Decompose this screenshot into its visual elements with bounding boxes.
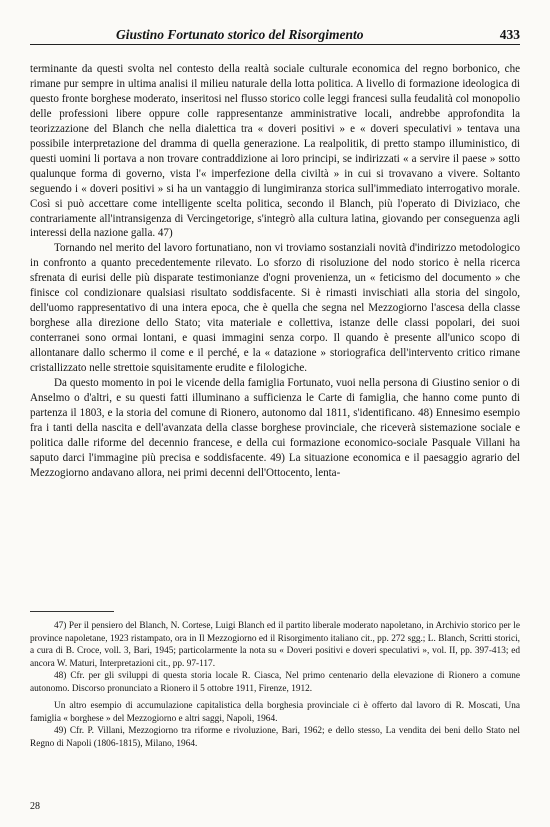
paragraph-2: Tornando nel merito del lavoro fortunatiano, non vi troviamo sostanziali novità d'indirizzo metodologico in confronto a quanto precedentemente rilevato. Lo sforzo di risoluzione del nodo storico è nella ricerca sfrenata di eurisi delle più disparate testimonianze d'ogni provenienza, un « feticismo del documento » che finisce col condizionare qualsiasi risultato soddisfacente. Si è rimasti invischiati alla storia del singolo, dell'uomo rappresentativo di una intera epoca, che è quella che segna nel Mezzogiorno l'ascesa della classe borghese alla direzione dello Stato; vita materiale e collettiva, istanze delle classi popolari, dei suoi conterranei sono ormai lontani, e quasi immagini senza corpo. Il quando è presente all'unico scopo di allontanare dallo schermo il come e il perché, e la « datazione » storiografica dell'intervento critico rimane cristallizzato nelle strettoie squisitamente erudite e filologiche.: [30, 242, 520, 375]
footnote-47: 47) Per il pensiero del Blanch, N. Cortese, Luigi Blanch ed il partito liberale moderato napoletano, in Archivio storico per le province napoletane, 1923 ristampato, ora in Il Mezzogiorno ed il Risorgimento italiano cit., pp. 272 sgg.; L. Blanch, Scritti storici, a cura di B. Croce, voll. 3, Bari, 1945; particolarmente la nota su « Doveri positivi e doveri speculativi », vol. II, pp. 397-413; ed ancora W. Maturi, Interpretazioni cit., pp. 97-117.: [30, 621, 520, 669]
footnote-48: 48) Cfr. per gli sviluppi di questa storia locale R. Ciasca, Nel primo centenario della elevazione di Rionero a comune autonomo. Discorso pronunciato a Rionero il 5 ottobre 1911, Firenze, 1912.: [30, 671, 520, 694]
running-header: [30, 28, 520, 45]
signature-number: 28: [30, 801, 40, 812]
footnote-49: 49) Cfr. P. Villani, Mezzogiorno tra riforme e rivoluzione, Bari, 1962; e dello stesso, La vendita dei beni dello Stato nel Regno di Napoli (1806-1815), Milano, 1964.: [30, 726, 520, 749]
footnotes: [30, 620, 520, 750]
paragraph-3: Da questo momento in poi le vicende della famiglia Fortunato, vuoi nella persona di Giustino senior o di Anselmo o d'altri, e su questi fatti illuminano a sufficienza le Carte di famiglia, che hanno come punto di partenza il 1803, e la storia del comune di Rionero, autonomo dal 1811, s'identificano. 48) Ennesimo esempio fra i tanti della nascita e dell'avanzata della classe borghese provinciale, che riceverà sistemazione sociale e politica dalle riforme del decennio francese, e della cui formazione economico-sociale Pasquale Villani ha saputo darci l'immagine più precisa e soddisfacente. 49) La situazione economica e il paesaggio agrario del Mezzogiorno andavano allora, nei primi decenni dell'Ottocento, lenta-: [30, 377, 520, 479]
footnote-separator: [30, 611, 114, 612]
main-text: [30, 62, 520, 481]
footnote-48-continuation: Un altro esempio di accumulazione capitalistica della borghesia provinciale ci è offerto dal lavoro di R. Moscati, Una famiglia « borghese » del Mezzogiorno e altri saggi, Napoli, 1964.: [30, 701, 520, 724]
paragraph-1: terminante da questi svolta nel contesto della realtà sociale culturale economica del regno borbonico, che rimane pur sempre in ultima analisi il milieu naturale della lotta politica. A livello di formazione ideologica di questo fronte borghese moderato, inseritosi nel flusso storico colle leggi francesi sulla feudalità col monopolio delle professioni libere oppure colle rappresentanze amministrative locali, andrebbe approfondita la teorizzazione del Blanch che nella dialettica tra « doveri positivi » e « doveri speculativi » tentava una possibile interpretazione del dramma di quella generazione. La realpolitik, di pretto stampo illuministico, di questi uomini li portava a non trovare contraddizione ai loro principi, se indirizzati « a servire il paese » sotto qualunque forma di governo, vista l'« imperfezione della civiltà » in cui si trovavano a vivere. Soltanto seguendo i « doveri positivi » si ha un vantaggio di lungimiranza storica sull'immediato interrogativo morale. Così si può accettare come intelligente scelta politica, secondo il Blanch, più l'operato di Diviziaco, che contrariamente all'intransigenza di Vercingetorige, s'integrò alla cultura latina, giovando per conseguenza agli interessi della nazione galla. 47): [30, 63, 520, 240]
running-title: Giustino Fortunato storico del Risorgimento: [116, 27, 364, 42]
page-number: 433: [499, 27, 520, 42]
